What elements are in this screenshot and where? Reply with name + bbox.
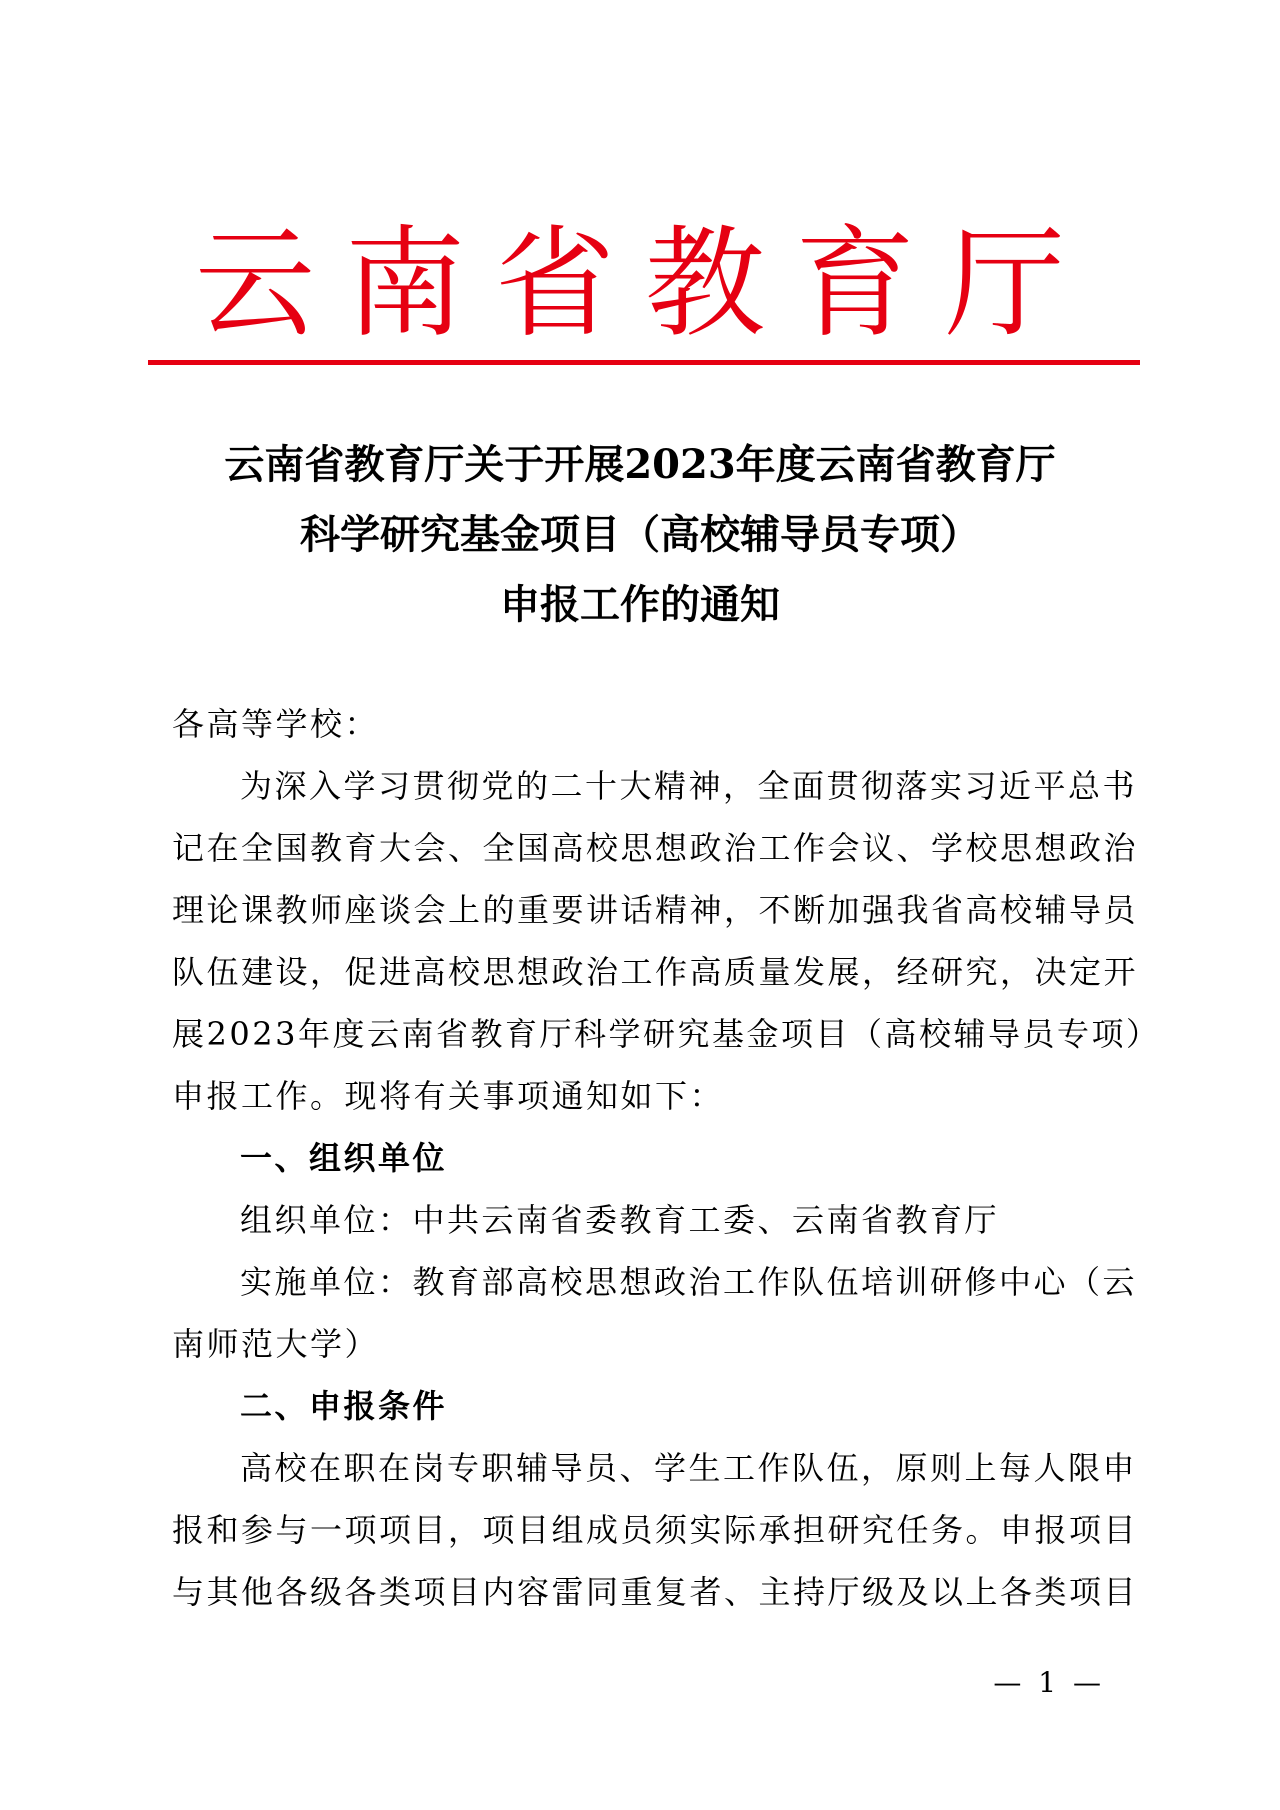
section2-line: 报和参与一项项目，项目组成员须实际承担研究任务。申报项目 bbox=[172, 1511, 1139, 1549]
intro-line: 队伍建设，促进高校思想政治工作高质量发展，经研究，决定开 bbox=[172, 953, 1139, 991]
title-line-2: 科学研究基金项目（高校辅导员专项） bbox=[300, 511, 980, 558]
intro-line: 记在全国教育大会、全国高校思想政治工作会议、学校思想政治 bbox=[172, 829, 1139, 867]
section2-line: 与其他各级各类项目内容雷同重复者、主持厅级及以上各类项目 bbox=[172, 1573, 1139, 1611]
intro-line: 申报工作。现将有关事项通知如下： bbox=[172, 1077, 725, 1115]
section1-line: 南师范大学） bbox=[172, 1325, 380, 1363]
intro-line: 理论课教师座谈会上的重要讲话精神，不断加强我省高校辅导员 bbox=[172, 891, 1139, 929]
document-title bbox=[150, 430, 1130, 640]
section-heading-organizers: 一、组织单位 bbox=[240, 1139, 448, 1177]
intro-line: 展2023年度云南省教育厅科学研究基金项目（高校辅导员专项） bbox=[172, 1015, 1161, 1053]
section-heading-conditions: 二、申报条件 bbox=[240, 1387, 448, 1425]
salutation: 各高等学校： bbox=[172, 705, 380, 743]
section1-line: 组织单位：中共云南省委教育工委、云南省教育厅 bbox=[240, 1201, 1000, 1239]
masthead-red-rule bbox=[148, 360, 1140, 365]
section1-line: 实施单位：教育部高校思想政治工作队伍培训研修中心（云 bbox=[240, 1263, 1138, 1301]
title-line-3: 申报工作的通知 bbox=[500, 581, 780, 628]
intro-line: 为深入学习贯彻党的二十大精神，全面贯彻落实习近平总书 bbox=[240, 767, 1138, 805]
section2-line: 高校在职在岗专职辅导员、学生工作队伍，原则上每人限申 bbox=[240, 1449, 1138, 1487]
document-body bbox=[172, 693, 1161, 1623]
page-number: — 1 — bbox=[993, 1666, 1105, 1699]
title-line-1: 云南省教育厅关于开展2023年度云南省教育厅 bbox=[224, 441, 1056, 488]
masthead-org-name: 云南省教育厅 bbox=[195, 215, 1095, 354]
